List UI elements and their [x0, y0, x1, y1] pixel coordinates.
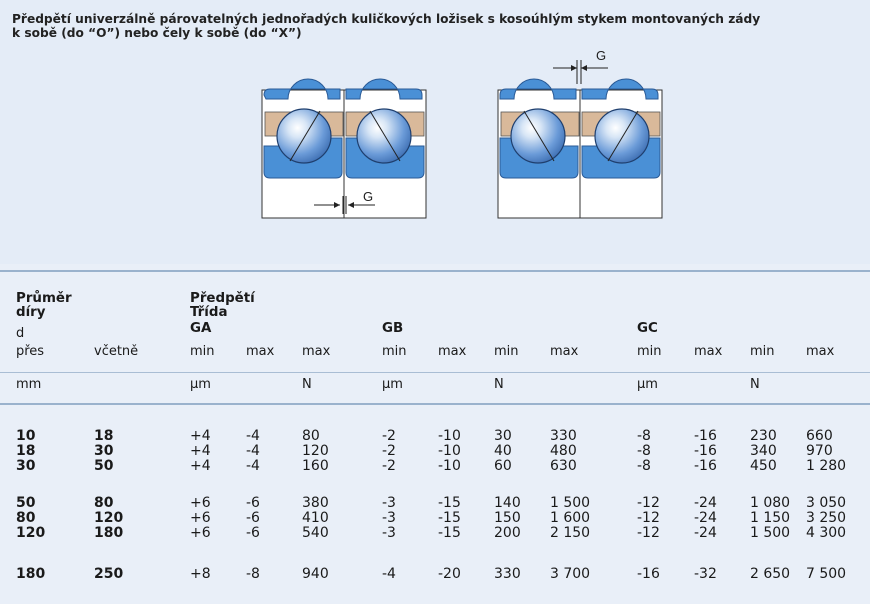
header-gb-max-um: max	[438, 344, 467, 359]
cell-gc-max-n: 7 500	[806, 566, 847, 582]
cell-ga-max-um: -4	[246, 458, 260, 474]
cell-gc-min-um: -8	[637, 443, 651, 459]
cell-gb-max-um: -10	[438, 458, 461, 474]
cell-ga-max-n: 940	[302, 566, 329, 582]
cell-gb-max-um: -10	[438, 443, 461, 459]
cell-over: 120	[16, 525, 46, 541]
cell-over: 50	[16, 495, 36, 511]
cell-gb-max-n: 1 500	[550, 495, 591, 511]
header-rule	[0, 372, 870, 373]
cell-incl: 50	[94, 458, 114, 474]
cell-gb-max-um: -15	[438, 510, 461, 526]
unit-gc-um: µm	[637, 377, 658, 392]
header-ga-max-n: max	[302, 344, 331, 359]
header-gb-min-n: min	[494, 344, 519, 359]
preload-table	[0, 264, 870, 604]
cell-ga-max-n: 120	[302, 443, 329, 459]
cell-gc-max-um: -16	[694, 458, 717, 474]
header-ga-min-um: min	[190, 344, 215, 359]
cell-gc-max-n: 660	[806, 428, 833, 444]
cell-gb-max-n: 2 150	[550, 525, 591, 541]
cell-gb-max-n: 630	[550, 458, 577, 474]
cell-gc-max-n: 970	[806, 443, 833, 459]
cell-over: 80	[16, 510, 36, 526]
cell-over: 18	[16, 443, 36, 459]
cell-gc-min-um: -16	[637, 566, 660, 582]
cell-gc-min-um: -8	[637, 458, 651, 474]
cell-gc-max-um: -16	[694, 443, 717, 459]
unit-gc-n: N	[750, 377, 760, 392]
table-top-rule	[0, 270, 870, 272]
cell-gc-max-n: 4 300	[806, 525, 847, 541]
cell-gb-min-um: -3	[382, 525, 396, 541]
cell-gc-max-n: 3 050	[806, 495, 847, 511]
bearing-right-o	[344, 79, 426, 218]
header-preload: Předpětí	[190, 291, 255, 306]
cell-gb-max-um: -20	[438, 566, 461, 582]
bearing-right-x	[580, 79, 662, 218]
cell-gb-max-n: 480	[550, 443, 577, 459]
cell-ga-max-n: 380	[302, 495, 329, 511]
header-incl: včetně	[94, 344, 139, 359]
page-title: Předpětí univerzálně párovatelných jednořadých kuličkových ložisek s kosoúhlým stykem montovaných zády k sobě (do “O”) nebo čely k sobě (do “X”)	[12, 12, 761, 40]
cell-over: 30	[16, 458, 36, 474]
cell-gc-min-n: 450	[750, 458, 777, 474]
cell-gb-min-um: -2	[382, 428, 396, 444]
cell-gb-max-n: 3 700	[550, 566, 591, 582]
cell-gb-max-n: 1 600	[550, 510, 591, 526]
cell-gb-min-n: 60	[494, 458, 512, 474]
units-rule	[0, 403, 870, 405]
cell-ga-min-um: +6	[190, 495, 211, 511]
cell-gc-min-n: 340	[750, 443, 777, 459]
bearing-arrangement-figure	[0, 0, 870, 264]
back-to-back-arrangement	[262, 79, 426, 218]
cell-ga-max-n: 80	[302, 428, 320, 444]
header-class: Třída	[190, 305, 228, 320]
cell-gc-min-um: -12	[637, 495, 660, 511]
cell-gb-min-n: 150	[494, 510, 521, 526]
cell-gb-min-n: 30	[494, 428, 512, 444]
cell-gc-min-um: -12	[637, 510, 660, 526]
cell-ga-max-um: -6	[246, 495, 260, 511]
cell-gc-max-um: -24	[694, 525, 717, 541]
bearing-left-x	[498, 79, 580, 218]
header-d: d	[16, 326, 25, 341]
unit-gb-n: N	[494, 377, 504, 392]
cell-gc-max-n: 1 280	[806, 458, 847, 474]
unit-ga-n: N	[302, 377, 312, 392]
cell-ga-min-um: +6	[190, 525, 211, 541]
cell-gb-min-n: 330	[494, 566, 521, 582]
header-bore-diameter: Průměr	[16, 291, 72, 306]
cell-gc-max-um: -24	[694, 510, 717, 526]
cell-incl: 80	[94, 495, 114, 511]
cell-ga-max-um: -4	[246, 443, 260, 459]
header-gc-max-n: max	[806, 344, 835, 359]
cell-gc-min-n: 230	[750, 428, 777, 444]
cell-gb-min-um: -4	[382, 566, 396, 582]
cell-ga-max-um: -4	[246, 428, 260, 444]
bearing-left-o	[262, 79, 344, 218]
cell-ga-min-um: +4	[190, 458, 211, 474]
cell-incl: 18	[94, 428, 114, 444]
cell-ga-min-um: +4	[190, 428, 211, 444]
cell-gb-min-um: -2	[382, 458, 396, 474]
header-gc-max-um: max	[694, 344, 723, 359]
cell-incl: 120	[94, 510, 124, 526]
unit-mm: mm	[16, 377, 42, 392]
cell-ga-max-n: 160	[302, 458, 329, 474]
cell-incl: 180	[94, 525, 124, 541]
header-gc-min-n: min	[750, 344, 775, 359]
face-to-face-arrangement	[498, 48, 662, 218]
cell-gc-max-um: -24	[694, 495, 717, 511]
cell-ga-min-um: +4	[190, 443, 211, 459]
cell-ga-max-n: 410	[302, 510, 329, 526]
gap-label-x: G	[596, 48, 607, 63]
cell-gb-max-um: -15	[438, 525, 461, 541]
header-class-gc: GC	[637, 321, 658, 336]
cell-gb-min-um: -3	[382, 510, 396, 526]
cell-ga-min-um: +8	[190, 566, 211, 582]
cell-gc-min-um: -8	[637, 428, 651, 444]
header-gb-min-um: min	[382, 344, 407, 359]
cell-gc-min-n: 2 650	[750, 566, 791, 582]
cell-ga-max-um: -8	[246, 566, 260, 582]
cell-gb-min-n: 140	[494, 495, 521, 511]
header-gb-max-n: max	[550, 344, 579, 359]
cell-over: 10	[16, 428, 36, 444]
header-ga-max-um: max	[246, 344, 275, 359]
cell-gc-min-um: -12	[637, 525, 660, 541]
cell-gb-max-um: -10	[438, 428, 461, 444]
cell-gb-min-n: 40	[494, 443, 512, 459]
cell-gb-max-n: 330	[550, 428, 577, 444]
cell-incl: 30	[94, 443, 114, 459]
header-class-ga: GA	[190, 321, 212, 336]
cell-ga-min-um: +6	[190, 510, 211, 526]
cell-gc-min-n: 1 080	[750, 495, 791, 511]
cell-gb-max-um: -15	[438, 495, 461, 511]
cell-gc-min-n: 1 500	[750, 525, 791, 541]
cell-incl: 250	[94, 566, 124, 582]
cell-gc-max-n: 3 250	[806, 510, 847, 526]
unit-gb-um: µm	[382, 377, 403, 392]
header-class-gb: GB	[382, 321, 404, 336]
gap-label-o: G	[363, 189, 374, 204]
header-gc-min-um: min	[637, 344, 662, 359]
unit-ga-um: µm	[190, 377, 211, 392]
cell-ga-max-um: -6	[246, 525, 260, 541]
cell-ga-max-um: -6	[246, 510, 260, 526]
cell-gc-max-um: -16	[694, 428, 717, 444]
cell-ga-max-n: 540	[302, 525, 329, 541]
cell-gb-min-um: -3	[382, 495, 396, 511]
cell-gc-max-um: -32	[694, 566, 717, 582]
header-over: přes	[16, 344, 45, 359]
cell-over: 180	[16, 566, 46, 582]
cell-gc-min-n: 1 150	[750, 510, 791, 526]
cell-gb-min-um: -2	[382, 443, 396, 459]
header-bore-diameter-2: díry	[16, 305, 46, 320]
cell-gb-min-n: 200	[494, 525, 521, 541]
